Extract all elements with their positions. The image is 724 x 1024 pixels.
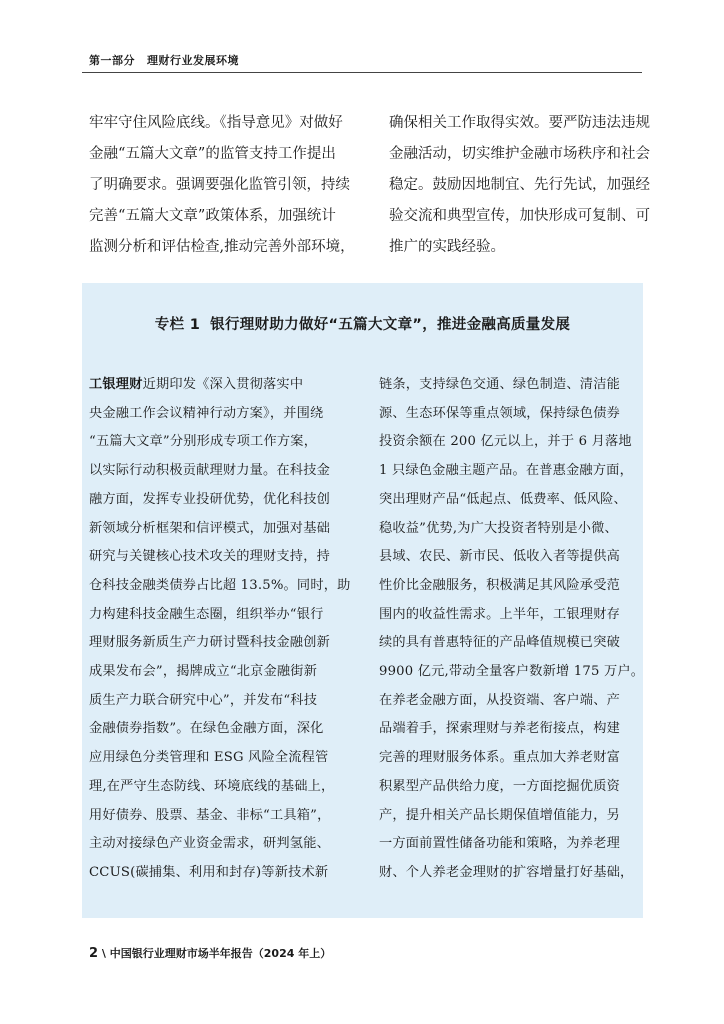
box-left-line: 理财服务新质生产力研讨暨科技金融创新	[89, 635, 330, 651]
box-right-line: 在养老金融方面，从投资端、客户端、产	[379, 692, 620, 708]
box-right-line: 完善的理财服务体系。重点加大养老财富	[379, 750, 620, 766]
intro-left-line: 了明确要求。强调要强化监管引领，持续	[89, 177, 350, 193]
box-right-line: 围内的收益性需求。上半年，工银理财存	[379, 606, 620, 622]
box-right-line: 投资余额在 200 亿元以上，并于 6 月落地	[379, 434, 632, 450]
intro-left-line: 牢牢守住风险底线。《指导意见》对做好	[89, 115, 343, 131]
intro-right-column	[389, 108, 651, 263]
box-left-line: 仓科技金融类债券占比超 13.5%。同时，助	[89, 577, 351, 593]
running-header	[89, 52, 239, 68]
box-left-line: 央金融工作会议精神行动方案》，并围绕	[89, 405, 324, 421]
box-right-line: 性价比金融服务，积极满足其风险承受范	[379, 577, 620, 593]
box-left-line: 用好债券、股票、基金、非标“工具箱”，	[89, 807, 331, 823]
intro-text	[89, 108, 650, 268]
box-left-line: 研究与关键核心技术攻关的理财支持，持	[89, 549, 330, 565]
box-left-line: 以实际行动积极贡献理财力量。在科技金	[89, 463, 330, 479]
running-footer	[89, 945, 331, 961]
box-left-line: “五篇大文章”分别形成专项工作方案，	[89, 434, 318, 450]
box-right-line: 链条，支持绿色交通、绿色制造、清洁能	[379, 377, 620, 392]
footer-title: 中国银行业理财市场半年报告（2024 年上）	[109, 947, 332, 960]
box-left-line: CCUS(碳捕集、利用和封存)等新技术新	[89, 864, 329, 880]
box-right-line: 源、生态环保等重点领域，保持绿色债券	[379, 405, 620, 421]
intro-right-line: 推广的实践经验。	[389, 239, 505, 255]
header-title: 理财行业发展环境	[147, 54, 239, 67]
box-right-line: 一方面前置性储备功能和策略，为养老理	[379, 836, 620, 852]
box-left-line: 融方面，发挥专业投研优势，优化科技创	[89, 491, 330, 507]
box-left-line: 主动对接绿色产业资金需求，研判氢能、	[89, 836, 330, 852]
box-left-line: 理,在严守生态防线、环境底线的基础上，	[89, 778, 335, 794]
box-left-line: 力构建科技金融生态圈，组织举办“银行	[89, 606, 324, 622]
intro-right-line: 验交流和典型宣传，加快形成可复制、可	[389, 208, 650, 224]
intro-right-line: 确保相关工作取得实效。要严防违法违规	[389, 115, 650, 131]
box-right-line: 突出理财产品“低起点、低费率、低风险、	[379, 491, 627, 507]
box-left-line: 新领域分析框架和信评模式，加强对基础	[89, 520, 330, 536]
box-right-line: 品端着手，探索理财与养老衔接点，构建	[379, 721, 620, 737]
box-right-line: 稳收益”优势,为广大投资者特别是小微、	[379, 520, 618, 536]
box-left-line	[89, 371, 351, 400]
box-right-column	[379, 371, 645, 888]
intro-right-line: 金融活动，切实维护金融市场秩序和社会	[389, 146, 650, 162]
box-right-line: 9900 亿元,带动全量客户数新增 175 万户。	[379, 664, 645, 680]
intro-left-line: 完善“五篇大文章”政策体系，加强统计	[89, 208, 336, 224]
intro-right-line: 稳定。鼓励因地制宜、先行先试，加强经	[389, 177, 650, 193]
footer-separator: \	[101, 947, 106, 960]
box-left-line: 成果发布会”，揭牌成立“北京金融街新	[89, 664, 318, 680]
box-lead-org: 工银理财	[89, 377, 143, 392]
box-right-line: 产，提升相关产品长期保值增值能力，另	[379, 807, 620, 823]
box-right-line: 1 只绿色金融主题产品。在普惠金融方面，	[379, 463, 633, 479]
intro-left-line: 监测分析和评估检查,推动完善外部环境，	[89, 239, 355, 255]
box-left-line: 应用绿色分类管理和 ESG 风险全流程管	[89, 750, 329, 766]
sidebar-box	[82, 283, 643, 918]
box-left-column	[89, 371, 351, 888]
box-left-line: 质生产力联合研究中心”，并发布“科技	[89, 692, 318, 708]
box-right-line: 县域、农民、新市民、低收入者等提供高	[379, 549, 620, 565]
box-title	[82, 313, 643, 334]
box-right-line: 财、个人养老金理财的扩容增量打好基础，	[379, 864, 634, 880]
box-label: 专栏 1	[154, 317, 201, 333]
header-part: 第一部分	[89, 54, 135, 67]
box-right-line: 积累型产品供给力度，一方面挖掘优质资	[379, 778, 620, 794]
box-right-line: 续的具有普惠特征的产品峰值规模已突破	[379, 635, 620, 651]
intro-left-line: 金融“五篇大文章”的监管支持工作提出	[89, 146, 336, 162]
header-rule	[82, 72, 642, 73]
box-left-line: 金融债券指数”。在绿色金融方面，深化	[89, 721, 324, 737]
intro-left-column	[89, 108, 355, 263]
box-heading: 银行理财助力做好“五篇大文章”，推进金融高质量发展	[210, 317, 571, 333]
box-lead-rest: 近期印发《深入贯彻落实中	[142, 377, 304, 392]
page-number: 2	[89, 946, 99, 961]
